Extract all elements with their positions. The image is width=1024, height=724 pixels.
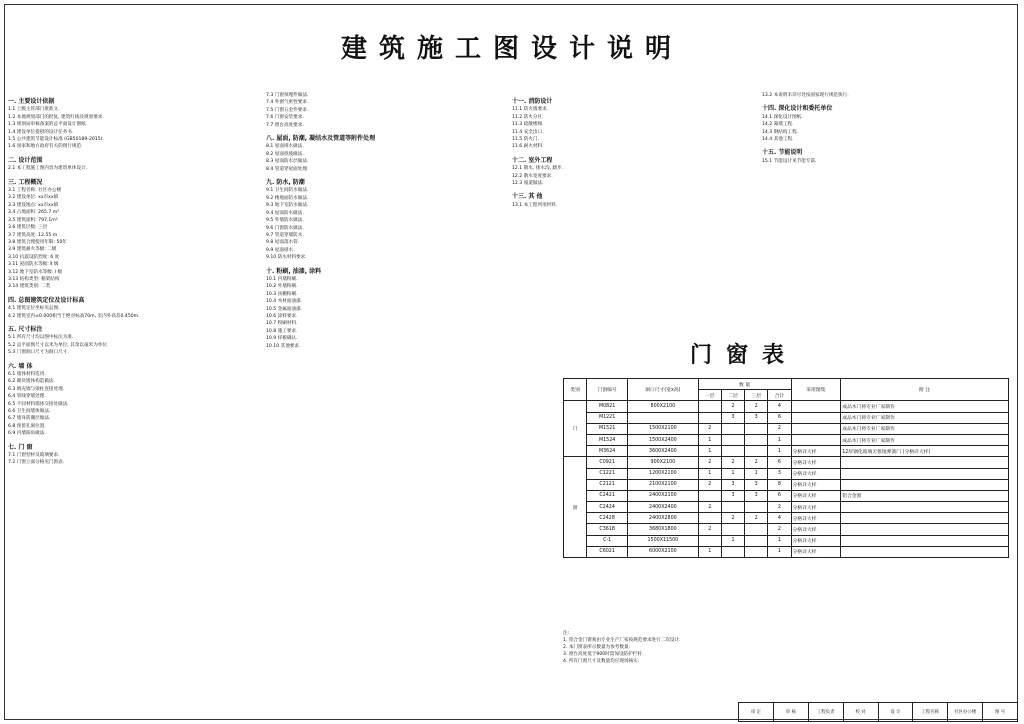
cell-remark: 成品木门将专业厂家制作: [841, 401, 1009, 412]
cell-remark: [841, 479, 1009, 490]
note-line: 9.6 门窗防水做法.: [266, 225, 304, 231]
cell-total: 1: [768, 434, 791, 445]
cell-size: 3680X1800: [628, 524, 699, 535]
cell-total: 8: [768, 479, 791, 490]
cell-code: C2424: [587, 502, 628, 513]
group-cell: 窗: [564, 457, 587, 558]
cell-f3: [745, 546, 768, 557]
note-line: 6.7 墙身防潮层做法.: [8, 416, 51, 422]
note-line: 10.10 其他要求.: [266, 343, 301, 349]
cell-total: 2: [768, 502, 791, 513]
cell-code: C3618: [587, 524, 628, 535]
note-line: 10.9 样板确认.: [266, 336, 298, 342]
note-line: 3.1 工程名称: 社区办公楼: [8, 188, 62, 194]
note-line: 1. 铝合金门窗须由专业生产厂家按规范要求进行二次设计.: [563, 638, 681, 643]
cell-code: M1524: [587, 434, 628, 445]
note-line: 15.1 节能设计见节能专篇.: [762, 158, 817, 164]
note-line: 8.4 管道穿屋面处理.: [266, 166, 309, 172]
cell-f2: [721, 446, 744, 457]
cell-f3: 2: [745, 457, 768, 468]
note-line: 3.14 建筑类别: 二类: [8, 284, 51, 290]
cell-total: 1: [768, 446, 791, 457]
cell-atlas: [791, 434, 841, 445]
note-line: 3.10 抗震设防烈度: 6 度: [8, 254, 60, 260]
table-row: [564, 502, 1009, 513]
note-line: 1.2 本地规划部门的批复, 建筑红线及规划要求.: [8, 114, 104, 120]
table-row: [564, 446, 1009, 457]
note-line: 6.6 卫生间墙体做法.: [8, 409, 51, 415]
cell-f1: 2: [698, 457, 721, 468]
section-heading: 九. 防水, 防潮: [266, 179, 305, 187]
note-line: 8.3 屋面防水层做法.: [266, 159, 309, 165]
note-line: 10.8 施工要求.: [266, 328, 298, 334]
cell-f1: [698, 412, 721, 423]
cell-size: 1500X2100: [628, 423, 699, 434]
note-line: 3.4 占地面积: 265.7 m²: [8, 210, 60, 216]
cell-f3: [745, 535, 768, 546]
cell-size: 6000X2100: [628, 546, 699, 557]
note-line: 注:: [563, 631, 570, 636]
note-line: 13.1 本工程所用材料.: [512, 202, 558, 208]
header-floor-1: 一层: [698, 390, 721, 401]
cell-atlas: 分格详大样: [791, 513, 841, 524]
cell-code: M1221: [587, 412, 628, 423]
cell-total: 6: [768, 490, 791, 501]
note-line: 8.2 屋面找坡做法.: [266, 151, 304, 157]
cell-remark: [841, 513, 1009, 524]
notes-column-4: [762, 92, 1012, 165]
note-line: 4.1 建筑定位坐标见总图.: [8, 306, 60, 312]
cell-f2: 2: [721, 457, 744, 468]
note-line: 9.9 屋面排水.: [266, 247, 295, 253]
note-line: 5.3 门窗洞口尺寸为洞口尺寸.: [8, 350, 69, 356]
cell-f2: [721, 502, 744, 513]
header-atlas: 采用图集: [791, 379, 841, 401]
table-row: [564, 434, 1009, 445]
note-line: 6.4 管线穿墙处理.: [8, 394, 46, 400]
cell-f1: [698, 535, 721, 546]
cell-total: 1: [768, 535, 791, 546]
note-line: 4.2 建筑室内±0.000相当于绝对标高70m, 室内外高差0.450m.: [8, 313, 140, 319]
note-line: 9.5 外墙防水做法.: [266, 218, 304, 224]
cell-size: 1500X11500: [628, 535, 699, 546]
section-heading: 十一. 消防设计: [512, 98, 553, 105]
table-row: [564, 401, 1009, 412]
table-row: [564, 479, 1009, 490]
cell-f3: [745, 502, 768, 513]
cell-atlas: 分格详大样: [791, 535, 841, 546]
section-heading: 十二. 室外工程: [512, 156, 553, 164]
cell-f2: 1: [721, 535, 744, 546]
note-line: 3.5 建筑面积: 797.1m²: [8, 217, 58, 223]
note-line: 10.7 粉刷材料.: [266, 321, 298, 327]
cell-f3: 3: [745, 490, 768, 501]
cell-remark: [841, 524, 1009, 535]
cell-total: 6: [768, 412, 791, 423]
cell-size: 2400X2800: [628, 513, 699, 524]
note-line: 11.3 疏散楼梯.: [512, 122, 544, 128]
note-line: 10.2 外墙粉刷.: [266, 284, 298, 290]
cell-atlas: 分格详大样: [791, 446, 841, 457]
table-row: [564, 524, 1009, 535]
cell-remark: 铝合金窗: [841, 490, 1009, 501]
door-window-table-title: 门窗表: [690, 343, 799, 368]
cell-code: M3624: [587, 446, 628, 457]
title-block-cell: 图 号: [982, 703, 1017, 721]
title-block: [738, 702, 1018, 722]
note-line: 14.3 钢结构工程.: [762, 129, 799, 135]
cell-size: 1500X2400: [628, 434, 699, 445]
cell-atlas: 分格详大样: [791, 546, 841, 557]
table-row: [564, 457, 1009, 468]
cell-f1: 1: [698, 546, 721, 557]
section-heading: 十三. 其 他: [512, 193, 543, 201]
table-row: [564, 513, 1009, 524]
note-line: 5.2 总平面图尺寸以米为单位, 其余以毫米为单位.: [8, 342, 109, 348]
cell-total: 4: [768, 513, 791, 524]
cell-remark: [841, 457, 1009, 468]
page-title: 建筑施工图设计说明: [340, 34, 683, 64]
header-code: 门窗编号: [587, 379, 628, 401]
notes-column-3: [512, 92, 758, 209]
table-row: [564, 490, 1009, 501]
section-heading: 十五. 节能说明: [762, 149, 803, 157]
cell-f2: [721, 524, 744, 535]
note-line: 11.6 耐火材料.: [512, 144, 544, 150]
cell-f3: [745, 423, 768, 434]
cell-total: 2: [768, 524, 791, 535]
note-line: 12.3 坡道做法.: [512, 181, 544, 187]
note-line: 12.1 散水, 排水沟, 踏步.: [512, 166, 564, 172]
cell-atlas: 分格详大样: [791, 524, 841, 535]
note-line: 9.7 管道穿墙防水.: [266, 232, 304, 238]
cell-atlas: [791, 401, 841, 412]
section-heading: 十. 粉刷, 油漆, 涂料: [266, 267, 322, 275]
title-block-cell: 社区办公楼: [947, 703, 982, 721]
note-line: 11.4 安全出口.: [512, 129, 544, 135]
cell-size: 2100X2100: [628, 479, 699, 490]
table-notes: [563, 630, 1009, 665]
cell-size: 1200X2100: [628, 468, 699, 479]
notes-column-2: [266, 92, 512, 350]
cell-code: M1521: [587, 423, 628, 434]
cell-f3: [745, 434, 768, 445]
cell-code: M0821: [587, 401, 628, 412]
note-line: 7.7 窗台高度要求.: [266, 122, 304, 128]
cell-remark: [841, 546, 1009, 557]
cell-remark: [841, 535, 1009, 546]
note-line: 8.1 屋面排水做法.: [266, 144, 304, 150]
cell-size: 800X2100: [628, 401, 699, 412]
cell-f1: 1: [698, 434, 721, 445]
section-heading: 八. 屋面, 防潮, 凝结水及管道等附件处理: [266, 135, 376, 143]
cell-f1: 2: [698, 502, 721, 513]
cell-remark: [841, 468, 1009, 479]
header-qty: 数 量: [698, 379, 791, 390]
note-line: 3.9 建筑耐火等级: 二级: [8, 247, 57, 253]
cell-f2: [721, 434, 744, 445]
note-line: 11.5 防火门.: [512, 137, 539, 143]
cell-f2: 2: [721, 513, 744, 524]
note-line: 4. 所有门窗尺寸及数量均应现场核实.: [563, 659, 640, 664]
note-line: 3.7 建筑高度: 12.55 m: [8, 232, 58, 238]
section-heading: 七. 门 窗: [8, 443, 33, 451]
note-line: 5.1 所有尺寸均以图中标注为准.: [8, 335, 74, 341]
cell-f3: 2: [745, 513, 768, 524]
header-remark: 附 注: [841, 379, 1009, 401]
cell-remark: [841, 502, 1009, 513]
cell-f1: 2: [698, 524, 721, 535]
cell-code: C6021: [587, 546, 628, 557]
note-line: 7.1 门窗型材及玻璃要求.: [8, 453, 60, 459]
notes-column-1: [8, 92, 254, 467]
table-row: [564, 535, 1009, 546]
cell-total: 2: [768, 423, 791, 434]
group-cell: 门: [564, 401, 587, 457]
cell-f1: 2: [698, 423, 721, 434]
table-row: [564, 423, 1009, 434]
note-line: 6.3 填充墙与梁柱连接处理.: [8, 386, 65, 392]
cell-code: C-1: [587, 535, 628, 546]
note-line: 7.2 门窗立面分格见门窗表.: [8, 460, 65, 466]
section-heading: 二. 设计范围: [8, 156, 43, 164]
note-line: 1.3 规划局审核备案的总平面设计图纸.: [8, 122, 88, 128]
header-floor-3: 三层: [745, 390, 768, 401]
note-line: 13.2 本说明未详尽处按国家现行规范执行.: [762, 93, 849, 98]
cell-remark: 成品木门将专业厂家制作: [841, 423, 1009, 434]
note-line: 3.8 建筑合理使用年限: 50年: [8, 239, 67, 245]
note-line: 7.6 门窗安装要求.: [266, 115, 304, 121]
cell-code: C1221: [587, 468, 628, 479]
note-line: 9.3 地下室防水做法.: [266, 203, 309, 209]
title-block-cell: 设 计: [878, 703, 913, 721]
note-line: 6.9 内墙阳角做法.: [8, 431, 46, 437]
cell-f2: 3: [721, 490, 744, 501]
note-line: 9.4 屋面防水做法.: [266, 210, 304, 216]
cell-f2: 1: [721, 468, 744, 479]
cell-remark: 成品木门将专业厂家制作: [841, 434, 1009, 445]
note-line: 3. 窗台高度低于900时需加设防护栏杆.: [563, 652, 644, 657]
note-line: 3.12 地下室防水等级: Ⅰ 级: [8, 269, 63, 275]
section-heading: 十四. 深化设计和委托单位: [762, 105, 833, 113]
cell-atlas: [791, 423, 841, 434]
cell-remark: 成品木门将专业厂家制作: [841, 412, 1009, 423]
note-line: 6.1 墙体材料选用.: [8, 372, 46, 377]
table-row: [564, 468, 1009, 479]
note-line: 2.1 本工程施工图内容为建筑单体设计.: [8, 166, 88, 172]
note-line: 14.1 深化设计图纸.: [762, 114, 803, 120]
cell-total: 4: [768, 401, 791, 412]
note-line: 3.11 屋面防水等级: Ⅱ 级: [8, 262, 59, 268]
note-line: 7.5 门窗五金件要求.: [266, 107, 309, 113]
title-block-cell: 工程负责: [808, 703, 843, 721]
cell-f2: [721, 546, 744, 557]
cell-f3: 1: [745, 468, 768, 479]
cell-f1: [698, 513, 721, 524]
table-row: [564, 546, 1009, 557]
cell-atlas: 分格详大样: [791, 502, 841, 513]
title-block-cell: 审 核: [773, 703, 808, 721]
note-line: 3.13 结构类型: 框架结构: [8, 276, 60, 282]
note-line: 10.3 顶棚粉刷.: [266, 291, 298, 297]
cell-code: C2428: [587, 513, 628, 524]
cell-remark: 12厚钢化玻璃无框地弹簧门 (分格详大样): [841, 446, 1009, 457]
title-block-cell: 审 定: [750, 710, 762, 715]
cell-atlas: [791, 412, 841, 423]
cell-f2: 2: [721, 401, 744, 412]
note-line: 3.3 建设地点: xx市xx镇: [8, 202, 59, 208]
note-line: 1.5 公共建筑节能设计标准 (GB50189-2015).: [8, 137, 104, 143]
cell-f3: 2: [745, 401, 768, 412]
note-line: 9.10 防水材料要求.: [266, 255, 307, 261]
cell-f2: [721, 423, 744, 434]
note-line: 6.8 预留孔洞位置.: [8, 423, 46, 429]
note-line: 9.2 楼地面防水做法.: [266, 195, 309, 201]
note-line: 12.2 散水宽度要求.: [512, 173, 553, 179]
cell-code: C2421: [587, 490, 628, 501]
cell-code: C0921: [587, 457, 628, 468]
section-heading: 五. 尺寸标注: [8, 325, 43, 333]
door-window-table: [563, 378, 1009, 558]
note-line: 14.4 其他工程.: [762, 137, 794, 143]
header-kind: 类别: [564, 379, 587, 401]
note-line: 1.6 国家和地方政府有关的现行规范.: [8, 144, 83, 150]
section-heading: 四. 总图建筑定位及设计标高: [8, 296, 85, 304]
note-line: 9.8 屋面落水管.: [266, 240, 300, 246]
cell-atlas: 分格详大样: [791, 479, 841, 490]
cell-f1: [698, 490, 721, 501]
cell-f3: [745, 524, 768, 535]
cell-f1: [698, 401, 721, 412]
cell-code: C2121: [587, 479, 628, 490]
note-line: 10.5 金属面油漆.: [266, 306, 303, 312]
cell-f2: 3: [721, 412, 744, 423]
cell-total: 3: [768, 468, 791, 479]
note-line: 7.3 门窗预埋件做法.: [266, 93, 309, 98]
cell-atlas: 分格详大样: [791, 457, 841, 468]
note-line: 6.2 砌块墙体构造做法.: [8, 379, 55, 385]
note-line: 11.1 防火墙要求.: [512, 107, 549, 113]
note-line: 1.4 建设单位提供的设计任务书.: [8, 129, 74, 135]
section-heading: 六. 墙 体: [8, 362, 33, 370]
cell-f1: 1: [698, 468, 721, 479]
note-line: 10.1 内墙粉刷.: [266, 276, 298, 282]
cell-size: 2400X2100: [628, 490, 699, 501]
cell-f3: 3: [745, 412, 768, 423]
cell-f3: [745, 446, 768, 457]
cell-size: 3600X2400: [628, 446, 699, 457]
cell-size: 2400X2400: [628, 502, 699, 513]
cell-atlas: 分格详大样: [791, 468, 841, 479]
cell-size: [628, 412, 699, 423]
header-total: 合计: [768, 390, 791, 401]
note-line: 6.5 不同材料墙体交接处做法.: [8, 401, 69, 407]
section-heading: 一. 主要设计依据: [8, 98, 55, 105]
header-size: 洞口尺寸(宽x高): [628, 379, 699, 401]
cell-atlas: 分格详大样: [791, 490, 841, 501]
note-line: 14.2 幕墙工程.: [762, 122, 794, 128]
cell-f1: 2: [698, 479, 721, 490]
note-line: 2. 本门窗表所示数量为参考数量.: [563, 645, 631, 650]
table-row: [564, 412, 1009, 423]
title-block-cell: 校 对: [843, 703, 878, 721]
note-line: 1.1 上级主管部门批准文.: [8, 107, 60, 113]
cell-f1: 1: [698, 446, 721, 457]
note-line: 9.1 卫生间防水做法.: [266, 188, 309, 194]
title-block-cell: 工程名称: [912, 703, 947, 721]
note-line: 10.6 涂料要求.: [266, 313, 298, 319]
note-line: 3.6 建筑层数: 三层: [8, 225, 48, 231]
note-line: 3.2 建设单位: xx市xx镇: [8, 195, 59, 201]
cell-total: 6: [768, 457, 791, 468]
note-line: 7.4 外窗气密性要求.: [266, 100, 309, 106]
note-line: 11.2 防火分区.: [512, 114, 544, 120]
cell-f2: 3: [721, 479, 744, 490]
header-floor-2: 二层: [721, 390, 744, 401]
cell-total: 1: [768, 546, 791, 557]
section-heading: 三. 工程概况: [8, 178, 43, 186]
cell-size: 900X2100: [628, 457, 699, 468]
note-line: 10.4 木材面油漆.: [266, 299, 303, 305]
cell-f3: 3: [745, 479, 768, 490]
